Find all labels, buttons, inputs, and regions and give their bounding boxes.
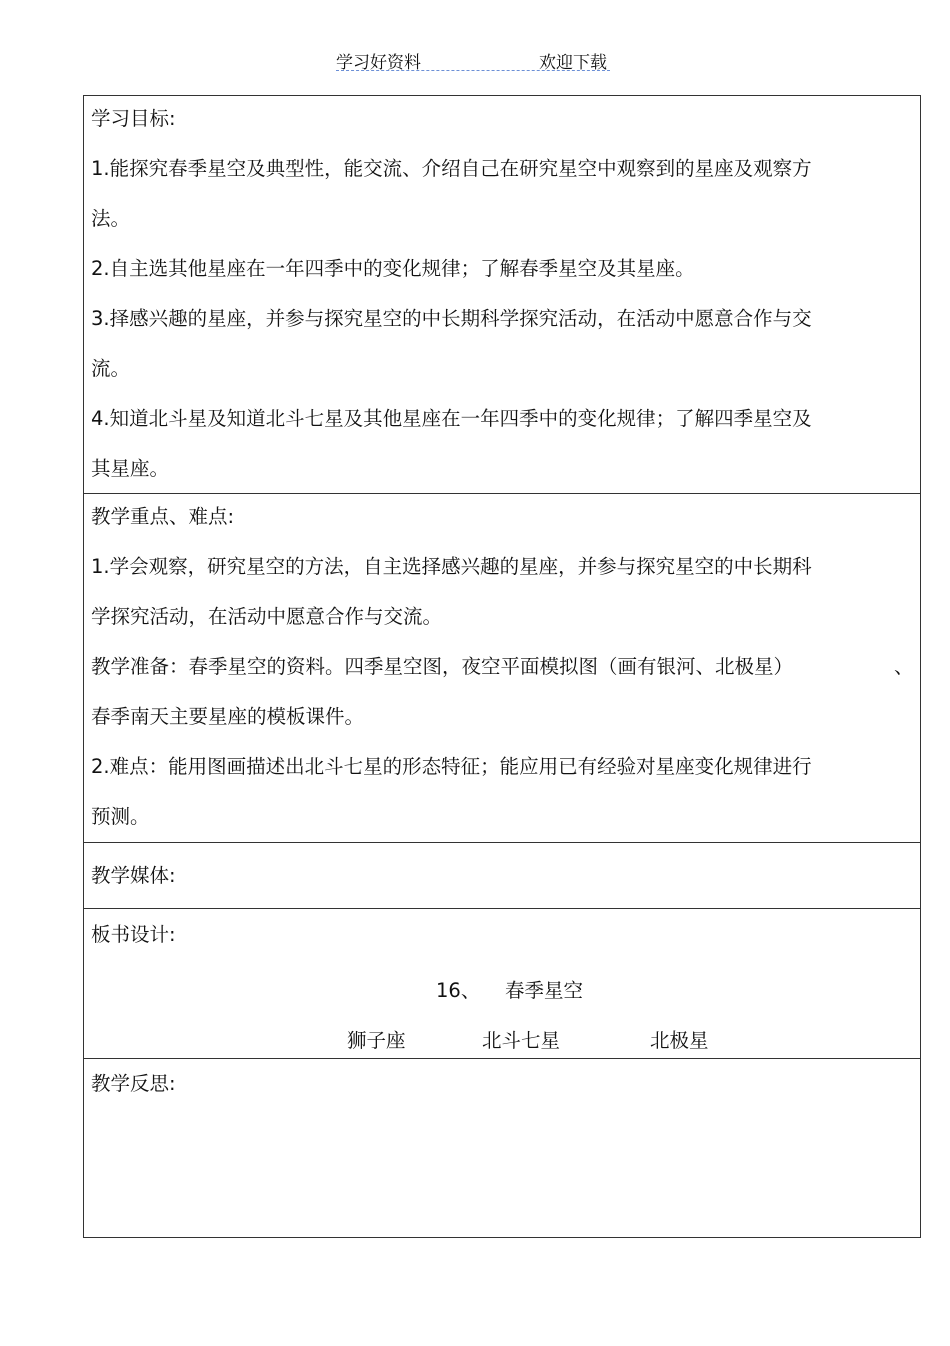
- header-right-text: 欢迎下载: [539, 53, 607, 73]
- key-points-line: 1.学会观察，研究星空的方法，自主选择感兴趣的星座，并参与探究星空的中长期科: [91, 555, 812, 578]
- objectives-line: 2.自主选其他星座在一年四季中的变化规律；了解春季星空及其星座。: [91, 257, 695, 280]
- key-points-line: 2.难点：能用图画描述出北斗七星的形态特征；能应用已有经验对星座变化规律进行: [91, 755, 812, 778]
- media-title: 教学媒体:: [91, 864, 176, 887]
- key-points-line-text: 教学准备：春季星空的资料。四季星空图，夜空平面模拟图（画有银河、北极星）: [91, 655, 794, 678]
- trailing-mark: 、: [894, 655, 914, 678]
- page-header: [0, 48, 950, 72]
- key-points-line-with-mark: [84, 642, 920, 692]
- lesson-plan-table: [83, 95, 921, 1238]
- header-left-text: 学习好资料: [336, 53, 421, 73]
- objectives-title: 学习目标:: [91, 107, 176, 130]
- board-heading: 春季星空: [505, 979, 584, 1002]
- objectives-section: [84, 96, 920, 494]
- objectives-line: 流。: [91, 357, 131, 380]
- key-points-line: 预测。: [91, 805, 150, 828]
- key-points-line: 春季南天主要星座的模板课件。: [91, 705, 365, 728]
- board-item: 狮子座: [347, 1029, 406, 1052]
- board-title: 板书设计:: [91, 923, 176, 946]
- key-points-section: [84, 494, 920, 843]
- objectives-line: 1.能探究春季星空及典型性，能交流、介绍自己在研究星空中观察到的星座及观察方: [91, 157, 812, 180]
- key-points-title: 教学重点、难点:: [91, 505, 235, 528]
- board-number: 16、: [436, 979, 481, 1002]
- board-section: [84, 909, 920, 1059]
- objectives-line: 其星座。: [91, 457, 170, 480]
- objectives-line: 3.择感兴趣的星座，并参与探究星空的中长期科学探究活动，在活动中愿意合作与交: [91, 307, 812, 330]
- board-item: 北极星: [650, 1029, 709, 1052]
- reflection-section: [84, 1059, 920, 1237]
- reflection-title: 教学反思:: [91, 1072, 176, 1095]
- key-points-line: 学探究活动，在活动中愿意合作与交流。: [91, 605, 443, 628]
- objectives-line: 法。: [91, 207, 131, 230]
- header-dashed-underline: [336, 70, 610, 71]
- board-item: 北斗七星: [482, 1029, 561, 1052]
- objectives-line: 4.知道北斗星及知道北斗七星及其他星座在一年四季中的变化规律；了解四季星空及: [91, 407, 812, 430]
- media-section: [84, 843, 920, 909]
